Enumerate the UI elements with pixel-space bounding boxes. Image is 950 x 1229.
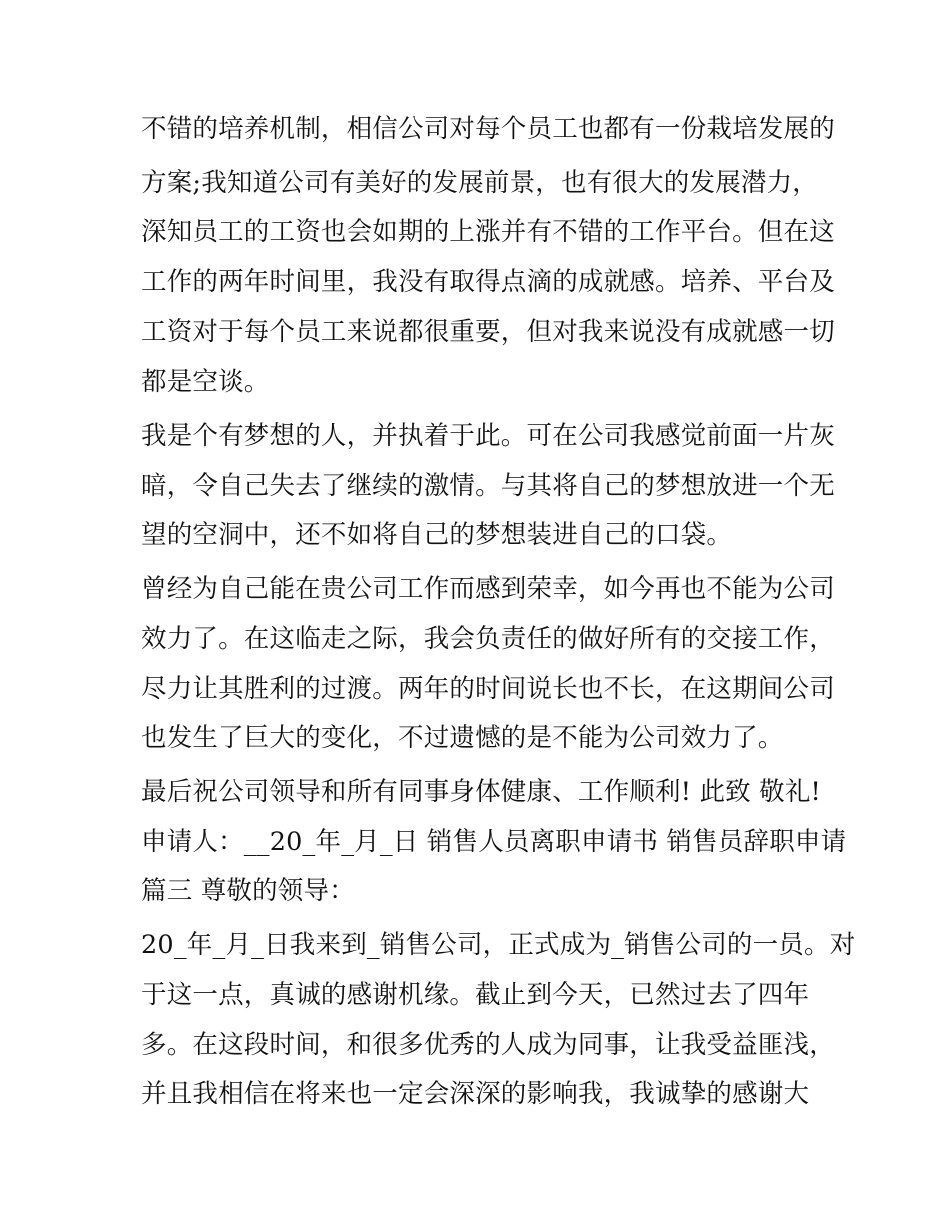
- paragraph-line: 深知员工的工资也会如期的上涨并有不错的工作平台。但在这: [141, 217, 835, 247]
- paragraph-line: 20_年_月_日我来到_销售公司，正式成为_销售公司的一员。对: [141, 930, 856, 960]
- paragraph-line: 篇三 尊敬的领导：: [141, 876, 355, 906]
- paragraph-line: 于这一点，真诚的感谢机缘。截止到今天，已然过去了四年: [141, 980, 810, 1010]
- paragraph-line: 都是空谈。: [141, 367, 270, 397]
- paragraph-line: 不错的培养机制，相信公司对每个员工也都有一份栽培发展的: [141, 114, 835, 144]
- paragraph-line: 尽力让其胜利的过渡。两年的时间说长也不长，在这期间公司: [141, 674, 835, 704]
- paragraph-line: 也发生了巨大的变化，不过遗憾的是不能为公司效力了。: [141, 723, 784, 753]
- paragraph-line: 并且我相信在将来也一定会深深的影响我，我诚挚的感谢大: [141, 1079, 810, 1109]
- paragraph-line: 我是个有梦想的人，并执着于此。可在公司我感觉前面一片灰: [141, 421, 835, 451]
- paragraph-line: 暗，令自己失去了继续的激情。与其将自己的梦想放进一个无: [141, 471, 835, 501]
- paragraph-line: 工资对于每个员工来说都很重要，但对我来说没有成就感一切: [141, 317, 835, 347]
- paragraph-line: 多。在这段时间，和很多优秀的人成为同事，让我受益匪浅，: [141, 1030, 835, 1060]
- paragraph-line: 曾经为自己能在贵公司工作而感到荣幸，如今再也不能为公司: [141, 574, 835, 604]
- paragraph-line: 望的空洞中，还不如将自己的梦想装进自己的口袋。: [141, 520, 733, 550]
- paragraph-line: 工作的两年时间里，我没有取得点滴的成就感。培养、平台及: [141, 267, 835, 297]
- paragraph-line: 最后祝公司领导和所有同事身体健康、工作顺利! 此致 敬礼!: [141, 777, 822, 807]
- paragraph-line: 效力了。在这临走之际，我会负责任的做好所有的交接工作，: [141, 624, 835, 654]
- paragraph-line: 申请人：__20_年_月_日 销售人员离职申请书 销售员辞职申请: [141, 827, 847, 857]
- paragraph-line: 方案;我知道公司有美好的发展前景，也有很大的发展潜力，: [141, 168, 818, 198]
